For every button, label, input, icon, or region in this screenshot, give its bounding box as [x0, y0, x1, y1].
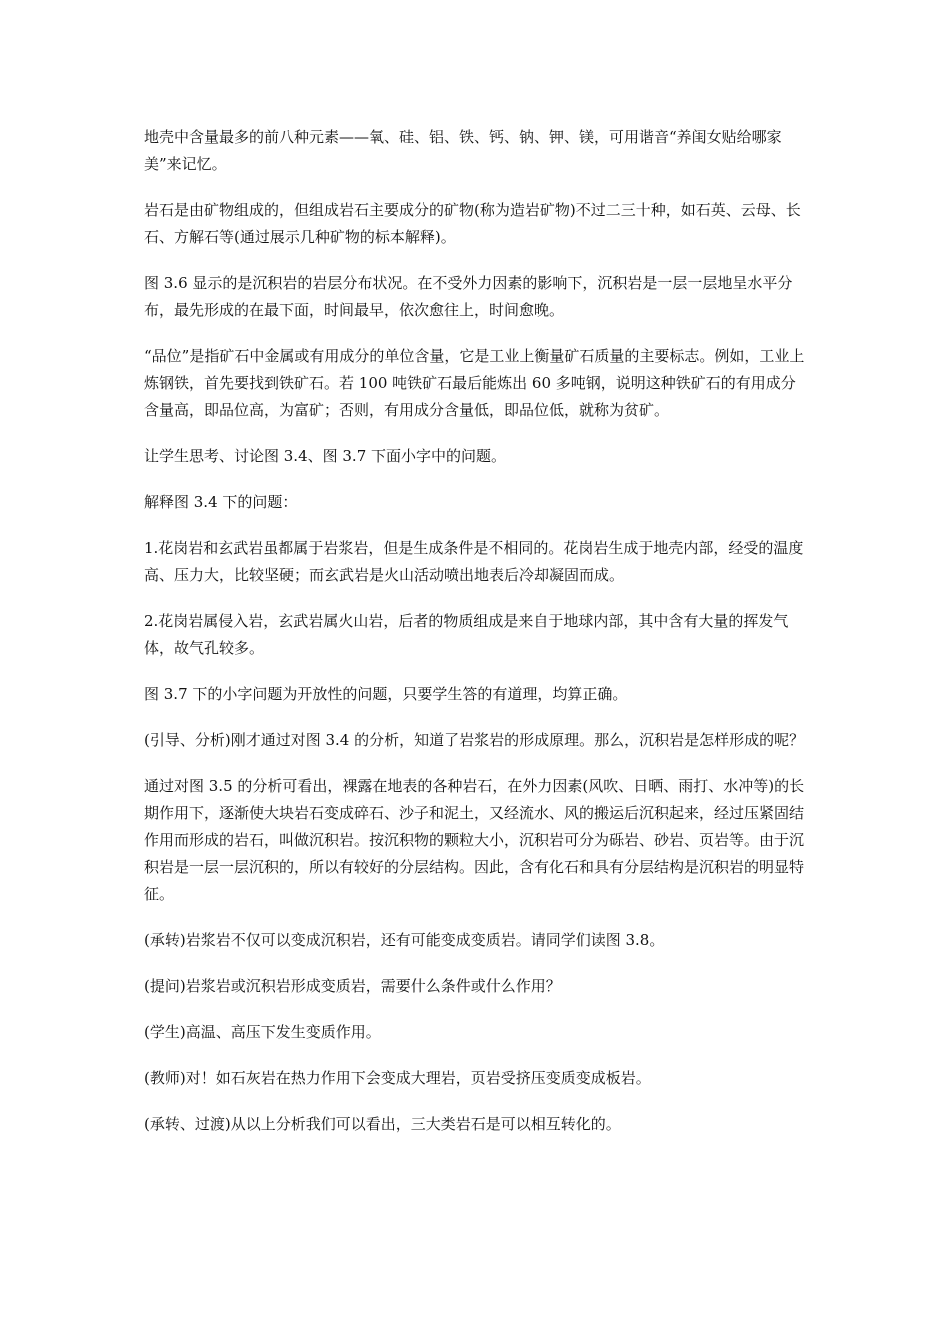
paragraph-teacher-reply: (教师)对！如石灰岩在热力作用下会变成大理岩，页岩受挤压变质变成板岩。 [144, 1069, 651, 1087]
paragraph-sedimentary-formation: 通过对图 3.5 的分析可看出，裸露在地表的各种岩石，在外力因素(风吹、日晒、雨打、水冲等)的长期作用下，逐渐使大块岩石变成碎石、沙子和泥土，又经流水、风的搬运后沉积起来，经过压紧固结作用而形成的岩石，叫做沉积岩。按沉积物的颗粒大小，沉积岩可分为砾岩、砂岩、页岩等。由于沉积岩是一层一层沉积的，所以有较好的分层结构。因此，含有化石和具有分层结构是沉积岩的明显特征。 [144, 777, 805, 903]
paragraph-student-answer: (学生)高温、高压下发生变质作用。 [144, 1023, 381, 1041]
paragraph-discussion-prompt: 让学生思考、讨论图 3.4、图 3.7 下面小字中的问题。 [144, 447, 507, 465]
paragraph-figure-3-7-note: 图 3.7 下的小字问题为开放性的问题，只要学生答的有道理，均算正确。 [144, 685, 628, 703]
paragraph-figure-3-6: 图 3.6 显示的是沉积岩的岩层分布状况。在不受外力因素的影响下，沉积岩是一层一层地呈水平分布，最先形成的在最下面，时间最早，依次愈往上，时间愈晚。 [144, 274, 793, 319]
paragraph-figure-3-4-heading: 解释图 3.4 下的问题： [144, 493, 298, 511]
paragraph-element-mnemonic: 地壳中含量最多的前八种元素——氧、硅、铝、铁、钙、钠、钾、镁，可用谐音“养闺女贴给哪家美”来记忆。 [144, 128, 782, 173]
paragraph-ore-grade: “品位”是指矿石中金属或有用成分的单位含量，它是工业上衡量矿石质量的主要标志。例如，工业上炼钢铁，首先要找到铁矿石。若 100 吨铁矿石最后能炼出 60 多吨钢，说明这种铁矿石的有用成分含量高，即品位高，为富矿；否则，有用成分含量低，即品位低，就称为贫矿。 [144, 347, 805, 419]
paragraph-rock-minerals: 岩石是由矿物组成的，但组成岩石主要成分的矿物(称为造岩矿物)不过二三十种，如石英、云母、长石、方解石等(通过展示几种矿物的标本解释)。 [144, 201, 801, 246]
paragraph-answer-1: 1.花岗岩和玄武岩虽都属于岩浆岩，但是生成条件是不相同的。花岗岩生成于地壳内部，经受的温度高、压力大，比较坚硬；而玄武岩是火山活动喷出地表后冷却凝固而成。 [144, 539, 804, 584]
document-body [144, 124, 809, 1138]
paragraph-conclusion: (承转、过渡)从以上分析我们可以看出，三大类岩石是可以相互转化的。 [144, 1115, 621, 1133]
paragraph-question: (提问)岩浆岩或沉积岩形成变质岩，需要什么条件或什么作用？ [144, 977, 561, 995]
paragraph-transition-metamorphic: (承转)岩浆岩不仅可以变成沉积岩，还有可能变成变质岩。请同学们读图 3.8。 [144, 931, 665, 949]
paragraph-guide-analysis: (引导、分析)刚才通过对图 3.4 的分析，知道了岩浆岩的形成原理。那么，沉积岩是怎样形成的呢？ [144, 731, 805, 749]
paragraph-answer-2: 2.花岗岩属侵入岩，玄武岩属火山岩，后者的物质组成是来自于地球内部，其中含有大量的挥发气体，故气孔较多。 [144, 612, 789, 657]
